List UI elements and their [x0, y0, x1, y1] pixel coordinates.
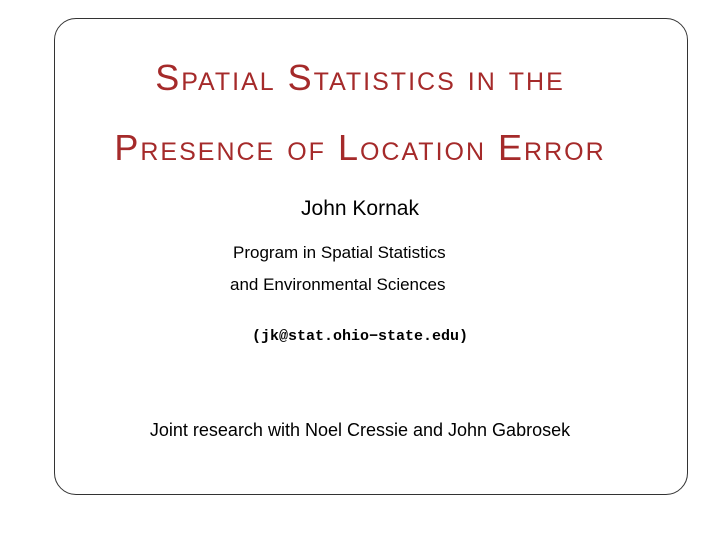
- affiliation-line-1: Program in Spatial Statistics: [233, 243, 446, 262]
- joint-research-note: Joint research with Noel Cressie and John Gabrosek: [149, 420, 571, 440]
- affiliation-line-2: and Environmental Sciences: [230, 275, 446, 294]
- slide-title-line-1: Spatial Statistics in the: [155, 57, 565, 98]
- slide-title-line-2: Presence of Location Error: [114, 127, 606, 168]
- author-name: John Kornak: [301, 197, 419, 220]
- author-email: (jk@stat.ohio−state.edu): [251, 328, 469, 345]
